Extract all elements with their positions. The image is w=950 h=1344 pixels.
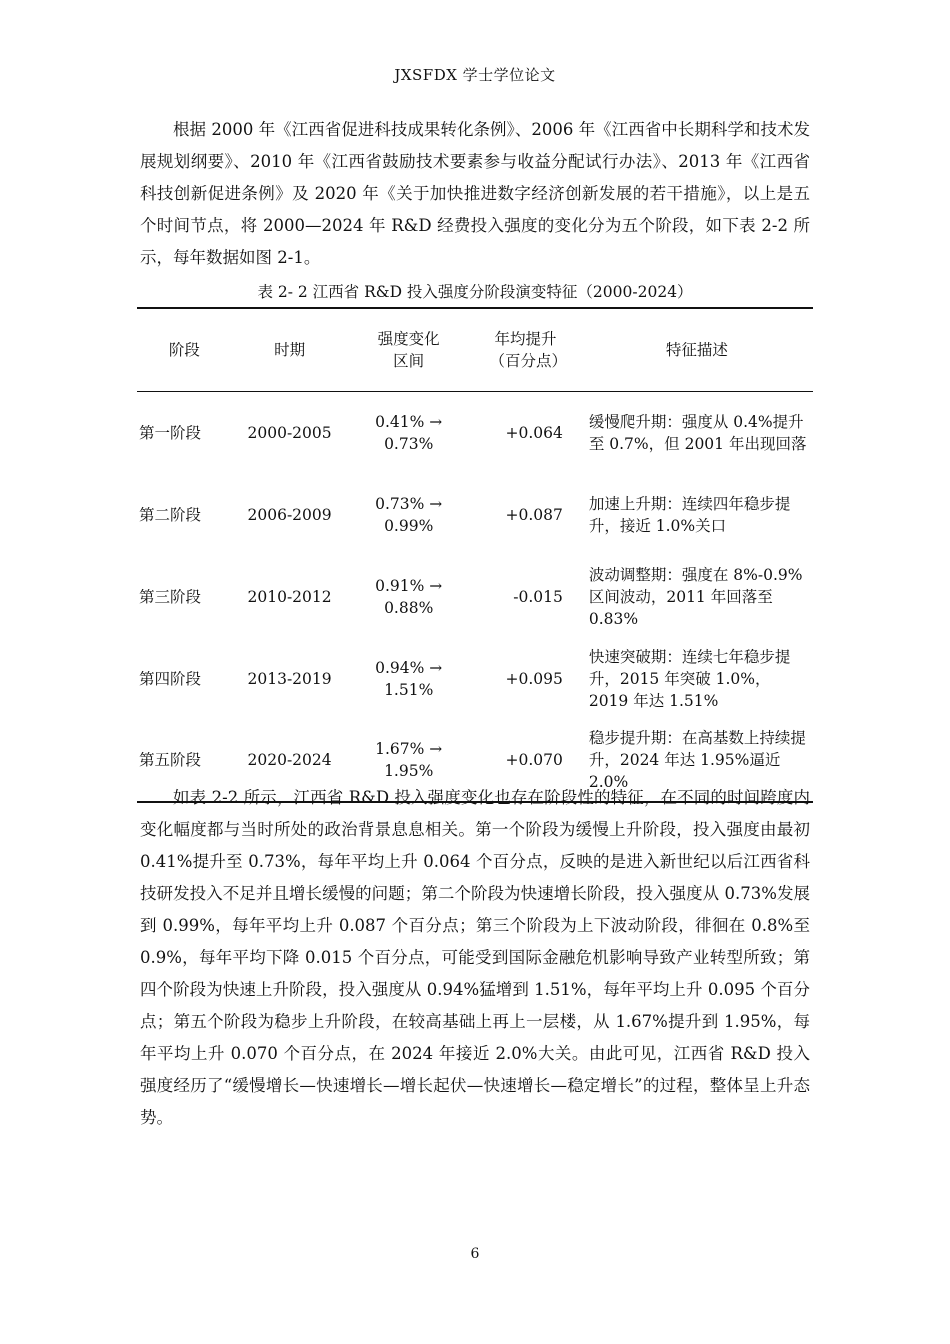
- cell-stage: 第四阶段: [139, 669, 202, 688]
- body-paragraph: 如表 2-2 所示，江西省 R&D 投入强度变化也存在阶段性的特征，在不同的时间跨度内变化幅度都与当时所处的政治背景息息相关。第一个阶段为缓慢上升阶段，投入强度由最初 0.41%提升至 0.73%，每年平均上升 0.064 个百分点，反映的是进入新世纪以后江西省科技研发投入不足并且增长缓慢的问题；第二个阶段为快速增长阶段，投入强度从 0.73%发展到 0.99%，每年平均上升 0.087 个百分点；第三个阶段为上下波动阶段，徘徊在 0.8%至 0.9%，每年平均下降 0.015 个百分点，可能受到国际金融危机影响导致产业转型所致；第四个阶段为快速上升阶段，投入强度从 0.94%猛增到 1.51%，每年平均上升 0.095 个百分点；第五个阶段为稳步上升阶段，在较高基础上再上一层楼，从 1.67%提升到 1.95%，每年平均上升 0.070 个百分点，在 2024 年接近 2.0%大关。由此可见，江西省 R&D 投入强度经历了“缓慢增长—快速增长—增长起伏—快速增长—稳定增长”的过程，整体呈上升态势。: [140, 788, 810, 1127]
- cell-period: 2010-2012: [247, 587, 332, 606]
- header-range: [347, 308, 470, 392]
- stage-table: [137, 307, 813, 803]
- range-from: 0.41% →: [375, 412, 443, 431]
- cell-rate: +0.064: [505, 423, 563, 442]
- cell-stage: 第三阶段: [139, 587, 202, 606]
- cell-desc: 快速突破期：连续七年稳步提升，2015 年突破 1.0%，2019 年达 1.51%: [588, 647, 791, 710]
- cell-period: 2013-2019: [247, 669, 332, 688]
- cell-range: [347, 392, 470, 474]
- header-range-label: 强度变化区间: [377, 330, 440, 370]
- range-to: 1.51%: [384, 680, 434, 699]
- cell-range: [347, 638, 470, 720]
- range-from: 0.94% →: [375, 658, 443, 677]
- table-row: [137, 638, 813, 720]
- page-header: JXSFDX 学士学位论文: [394, 66, 556, 84]
- header-period: 时期: [274, 341, 306, 359]
- range-to: 0.88%: [384, 598, 434, 617]
- body-paragraph: 根据 2000 年《江西省促进科技成果转化条例》、2006 年《江西省中长期科学和技术发展规划纲要》、2010 年《江西省鼓励技术要素参与收益分配试行办法》、2013 年《江西省科技创新促进条例》及 2020 年《关于加快推进数字经济创新发展的若干措施》，以上是五个时间节点，将 2000—2024 年 R&D 经费投入强度的变化分为五个阶段，如下表 2-2 所示，每年数据如图 2-1。: [140, 120, 810, 267]
- cell-range: [347, 474, 470, 556]
- cell-period: 2006-2009: [247, 505, 332, 524]
- cell-range: [347, 556, 470, 638]
- table-row: [137, 474, 813, 556]
- range-to: 0.73%: [384, 434, 434, 453]
- cell-rate: -0.015: [513, 587, 563, 606]
- cell-desc: 加速上升期：连续四年稳步提升，接近 1.0%关口: [588, 494, 791, 535]
- page-number: 6: [470, 1246, 480, 1262]
- range-to: 1.95%: [384, 762, 434, 780]
- header-rate-label: 年均提升（百分点）: [489, 330, 567, 370]
- range-from: 0.91% →: [375, 576, 443, 595]
- header-rate: [470, 308, 581, 392]
- table-header-row: [137, 308, 813, 392]
- cell-stage: 第二阶段: [139, 505, 202, 524]
- table-caption: 表 2- 2 江西省 R&D 投入强度分阶段演变特征（2000-2024）: [257, 283, 693, 301]
- cell-period: 2020-2024: [247, 751, 332, 769]
- cell-stage: 第一阶段: [139, 423, 202, 442]
- cell-desc: 波动调整期：强度在 8%-0.9%区间波动，2011 年回落至 0.83%: [588, 565, 803, 628]
- cell-desc: 缓慢爬升期：强度从 0.4%提升至 0.7%，但 2001 年出现回落: [588, 412, 807, 453]
- cell-rate: +0.070: [505, 751, 563, 769]
- range-to: 0.99%: [384, 516, 434, 535]
- cell-period: 2000-2005: [247, 423, 332, 442]
- cell-rate: +0.087: [505, 505, 563, 524]
- header-stage: 阶段: [168, 341, 200, 359]
- stage-table-container: [137, 307, 813, 803]
- cell-stage: 第五阶段: [139, 751, 202, 769]
- cell-desc: 稳步提升期：在高基数上持续提升，2024 年达 1.95%逼近 2.0%: [588, 729, 806, 791]
- range-from: 0.73% →: [375, 494, 443, 513]
- range-from: 1.67% →: [375, 740, 443, 758]
- table-row: [137, 556, 813, 638]
- table-row: [137, 392, 813, 474]
- cell-rate: +0.095: [505, 669, 563, 688]
- header-desc: 特征描述: [665, 341, 728, 359]
